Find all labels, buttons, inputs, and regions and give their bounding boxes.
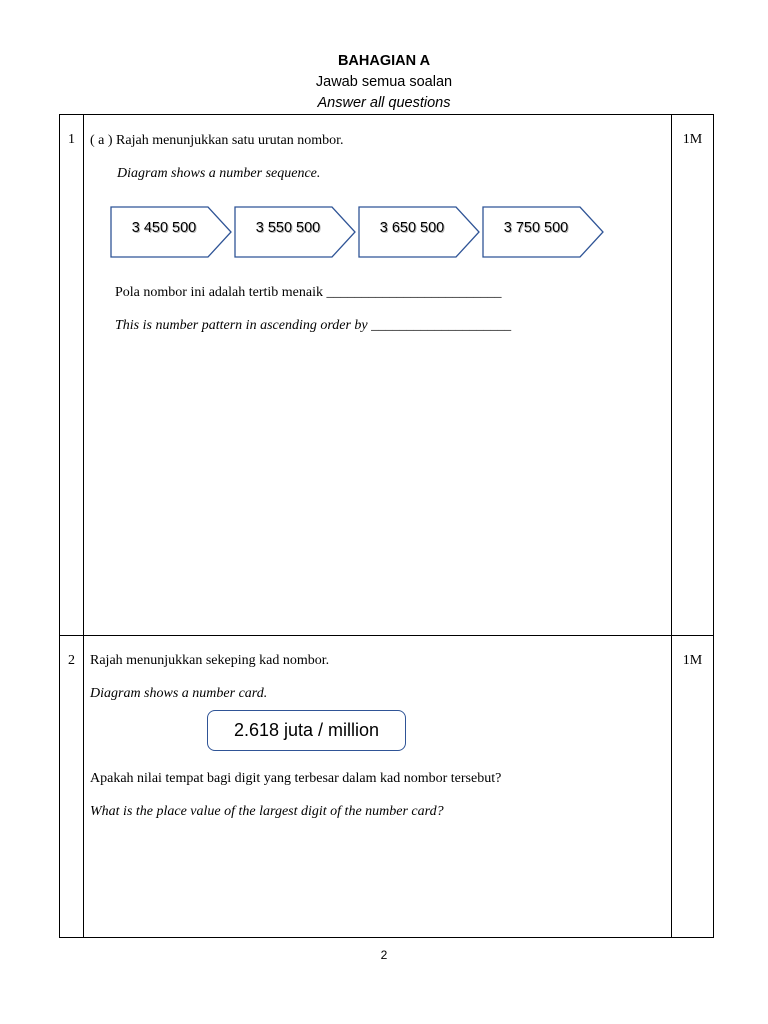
number-sequence [110, 206, 610, 258]
sequence-value: 3 750 500 [503, 220, 569, 236]
question-body-2 [84, 636, 672, 938]
answer-prompt-malay: Pola nombor ini adalah tertib menaik _________________________ [115, 285, 502, 300]
section-title: BAHAGIAN A [337, 53, 431, 69]
sequence-value: 3 550 500 [255, 220, 321, 236]
page-number: 2 [380, 948, 388, 962]
sequence-box [234, 206, 354, 258]
sequence-value: 3 450 500 [131, 220, 197, 236]
sequence-value: 3 650 500 [379, 220, 445, 236]
sequence-box [358, 206, 478, 258]
marks-label: 1M [682, 132, 703, 147]
question-prompt-english: Diagram shows a number card. [90, 686, 268, 701]
instruction-english: Answer all questions [317, 95, 451, 111]
question-prompt-malay: Rajah menunjukkan sekeping kad nombor. [90, 653, 330, 668]
answer-prompt-english: This is number pattern in ascending order by ____________________ [115, 318, 512, 333]
question-row-2 [60, 636, 714, 938]
questions-table [59, 114, 714, 938]
question-row-1 [60, 115, 714, 636]
sequence-box [482, 206, 602, 258]
answer-prompt-english: What is the place value of the largest digit of the number card? [90, 804, 444, 819]
number-card [207, 710, 406, 751]
question-body-1 [84, 115, 672, 636]
sequence-box [110, 206, 230, 258]
instruction-malay: Jawab semua soalan [315, 74, 453, 90]
number-card-value: 2.618 juta / million [233, 720, 380, 740]
answer-prompt-malay: Apakah nilai tempat bagi digit yang terbesar dalam kad nombor tersebut? [90, 771, 502, 786]
question-number: 1 [68, 132, 75, 147]
question-prompt-english: Diagram shows a number sequence. [117, 166, 321, 181]
question-prompt-malay: ( a ) Rajah menunjukkan satu urutan nombor. [90, 133, 344, 148]
marks-label: 1M [682, 653, 703, 668]
question-number: 2 [68, 653, 75, 668]
